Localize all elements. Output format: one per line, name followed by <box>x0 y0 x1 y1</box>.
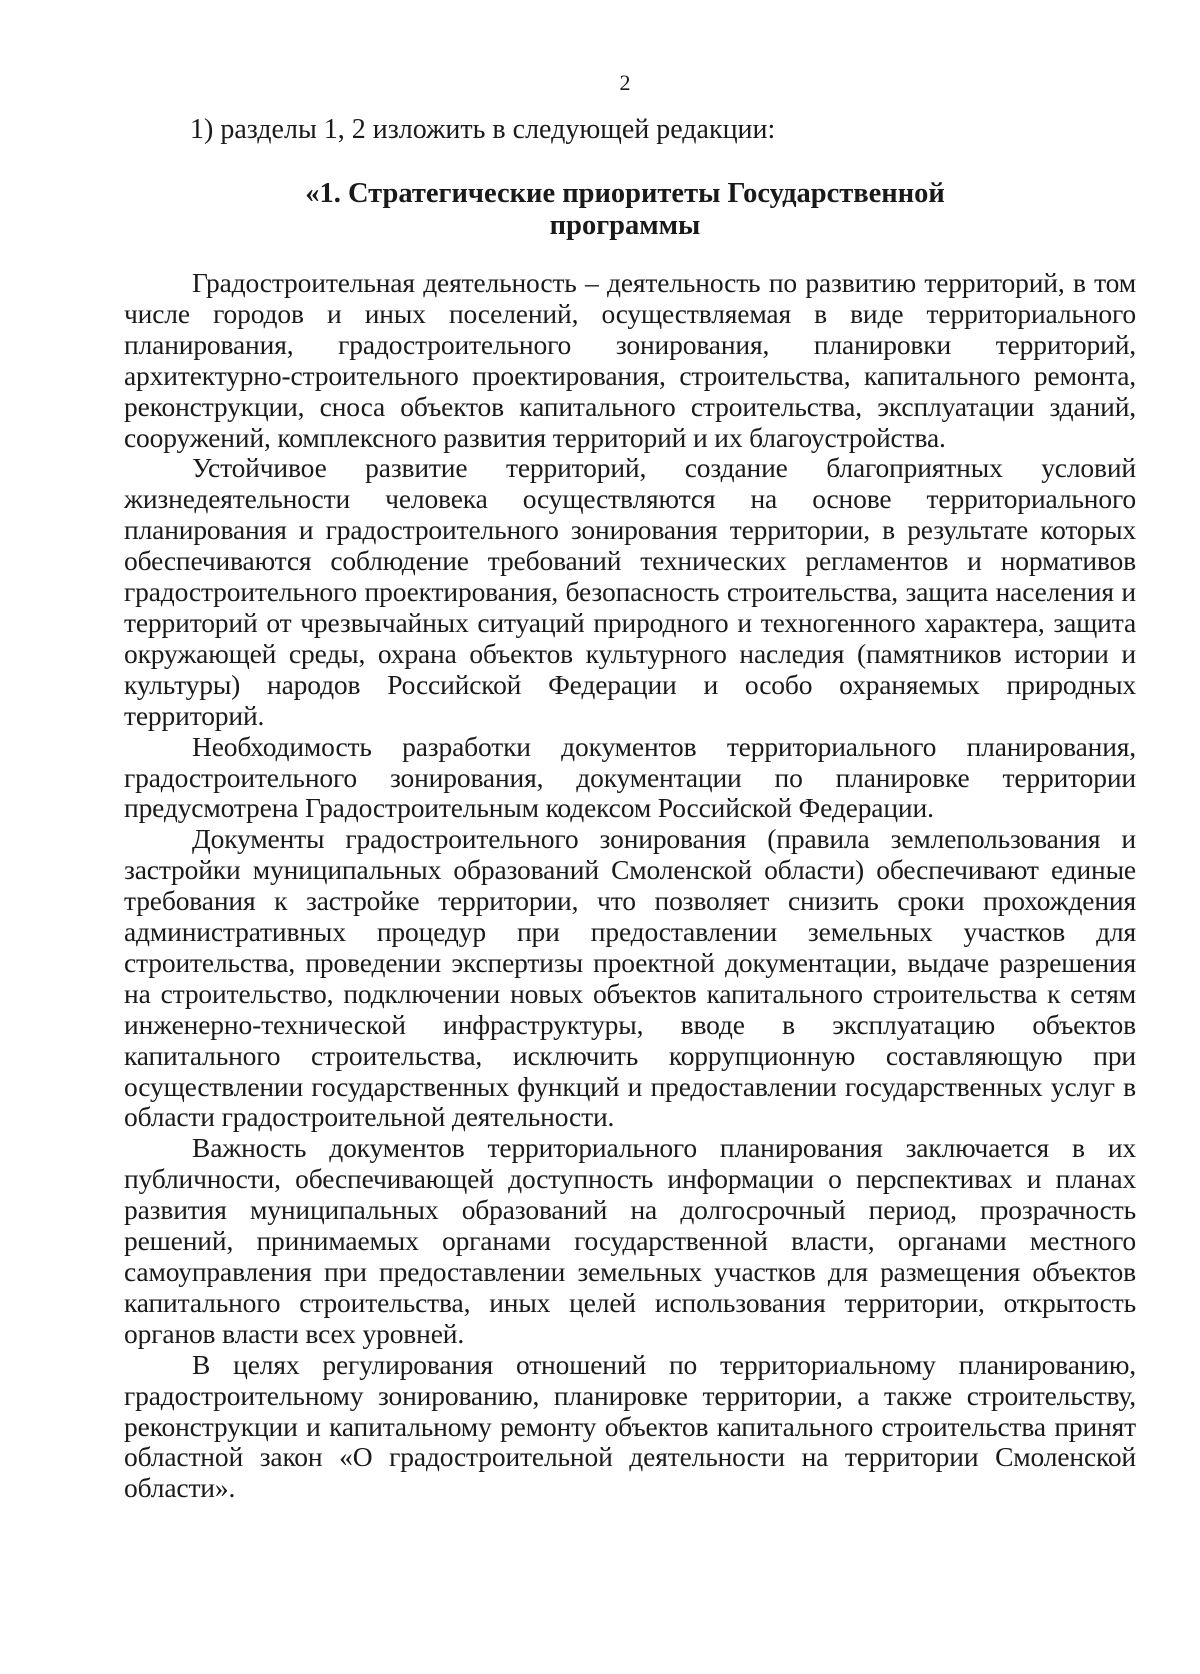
paragraph-zoning-documents: Документы градостроительного зонирования (правила землепользования и застройки муниципальных образований Смоленской области) обеспечивают единые требования к застройке территории, что позволяет снизить сроки прохождения административных процедур при предоставлении земельных участков для строительства, проведении экспертизы проектной документации, выдаче разрешения на строительство, подключении новых объектов капитального строительства к сетям инженерно-технической инфраструктуры, вводе в эксплуатацию объектов капитального строительства, исключить коррупционную составляющую при осуществлении государственных функций и предоставлении государственных услуг в области градостроительной деятельности. <box>124 823 1136 1133</box>
document-body <box>124 268 1136 1504</box>
paragraph-urban-planning-definition: Градостроительная деятельность – деятельность по развитию территорий, в том числе городов и иных поселений, осуществляемая в виде территориального планирования, градостроительного зонирования, планировки территорий, архитектурно-строительного проектирования, строительства, капитального ремонта, реконструкции, сноса объектов капитального строительства, эксплуатации зданий, сооружений, комплексного развития территорий и их благоустройства. <box>124 267 1136 453</box>
paragraph-necessity-of-documents: Необходимость разработки документов территориального планирования, градостроительного зонирования, документации по планировке территории предусмотрена Градостроительным кодексом Российской Федерации. <box>124 730 1136 824</box>
intro-line: 1) разделы 1, 2 изложить в следующей редакции: <box>190 114 776 145</box>
paragraph-regional-law: В целях регулирования отношений по территориальному планированию, градостроительному зонированию, планировке территории, а также строительству, реконструкции и капитальному ремонту объектов капитального строительства принят областной закон «О градостроительной деятельности на территории Смоленской области». <box>124 1348 1136 1504</box>
paragraph-sustainable-development: Устойчивое развитие территорий, создание благоприятных условий жизнедеятельности человека осуществляются на основе территориального планирования и градостроительного зонирования территории, в результате которых обеспечиваются соблюдение требований технических регламентов и нормативов градостроительного проектирования, безопасность строительства, защита населения и территорий от чрезвычайных ситуаций природного и техногенного характера, защита окружающей среды, охрана объектов культурного наследия (памятников истории и культуры) народов Российской Федерации и особо охраняемых природных территорий. <box>124 452 1136 731</box>
page-number: 2 <box>619 70 631 95</box>
paragraph-importance-of-planning: Важность документов территориального планирования заключается в их публичности, обеспечивающей доступность информации о перспективах и планах развития муниципальных образований на долгосрочный период, прозрачность решений, принимаемых органами государственной власти, органами местного самоуправления при предоставлении земельных участков для размещения объектов капитального строительства, иных целей использования территории, открытость органов власти всех уровней. <box>124 1132 1136 1349</box>
section-heading: «1. Стратегические приоритеты Государственной программы <box>305 178 945 241</box>
